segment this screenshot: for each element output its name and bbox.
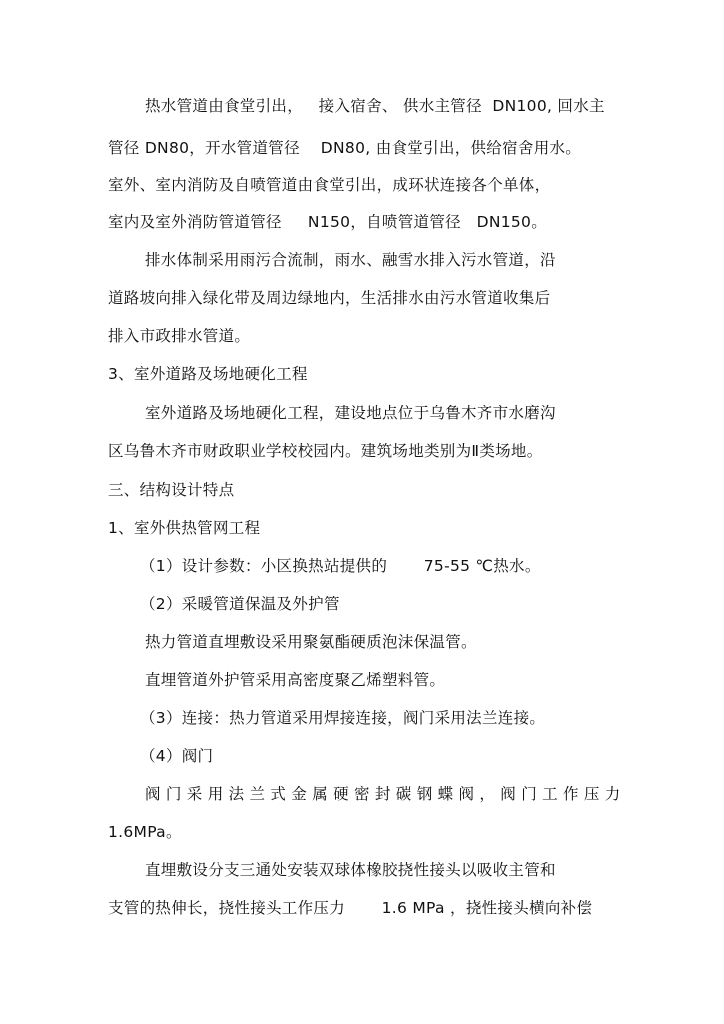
text-line: 直埋管道外护管采用高密度聚乙烯塑料管。	[145, 671, 446, 689]
text-line: 排入市政排水管道。	[108, 327, 251, 345]
text-line: 室外道路及场地硬化工程，建设地点位于乌鲁木齐市水磨沟	[145, 404, 556, 422]
section-heading: 3、室外道路及场地硬化工程	[108, 365, 308, 383]
text-line: 支管的热伸长，挠性接头工作压力 1.6 MPa ，挠性接头横向补偿	[108, 899, 593, 917]
text-line: （1）设计参数：小区换热站提供的 75-55 ℃热水。	[140, 557, 541, 575]
text-line: 热水管道由食堂引出， 接入宿舍、 供水主管径 DN100, 回水主	[145, 97, 605, 115]
text-line: 1.6MPa。	[108, 823, 182, 841]
text-line: 道路坡向排入绿化带及周边绿地内，生活排水由污水管道收集后	[108, 289, 551, 307]
text-line: 室内及室外消防管道管径 N150，自喷管道管径 DN150。	[108, 213, 548, 231]
text-line: 区乌鲁木齐市财政职业学校校园内。建筑场地类别为Ⅱ类场地。	[108, 442, 543, 460]
text-line: 热力管道直埋敷设采用聚氨酯硬质泡沫保温管。	[145, 633, 477, 651]
section-heading: 三、结构设计特点	[108, 481, 235, 499]
text-line: 室外、室内消防及自喷管道由食堂引出，成环状连接各个单体，	[108, 176, 551, 194]
text-line: （3）连接：热力管道采用焊接连接，阀门采用法兰连接。	[140, 709, 546, 727]
text-line: （4）阀门	[140, 747, 214, 765]
text-line: 排水体制采用雨污合流制，雨水、融雪水排入污水管道，沿	[145, 251, 556, 269]
text-line: 阀门采用法兰式金属硬密封碳钢蝶阀，阀门工作压力	[145, 785, 626, 803]
text-line: 管径 DN80，开水管道管径 DN80, 由食堂引出，供给宿舍用水。	[108, 139, 582, 157]
text-line: 直埋敷设分支三通处安装双球体橡胶挠性接头以吸收主管和	[145, 861, 556, 879]
section-heading: 1、室外供热管网工程	[108, 519, 261, 537]
text-line: （2）采暖管道保温及外护管	[140, 595, 340, 613]
